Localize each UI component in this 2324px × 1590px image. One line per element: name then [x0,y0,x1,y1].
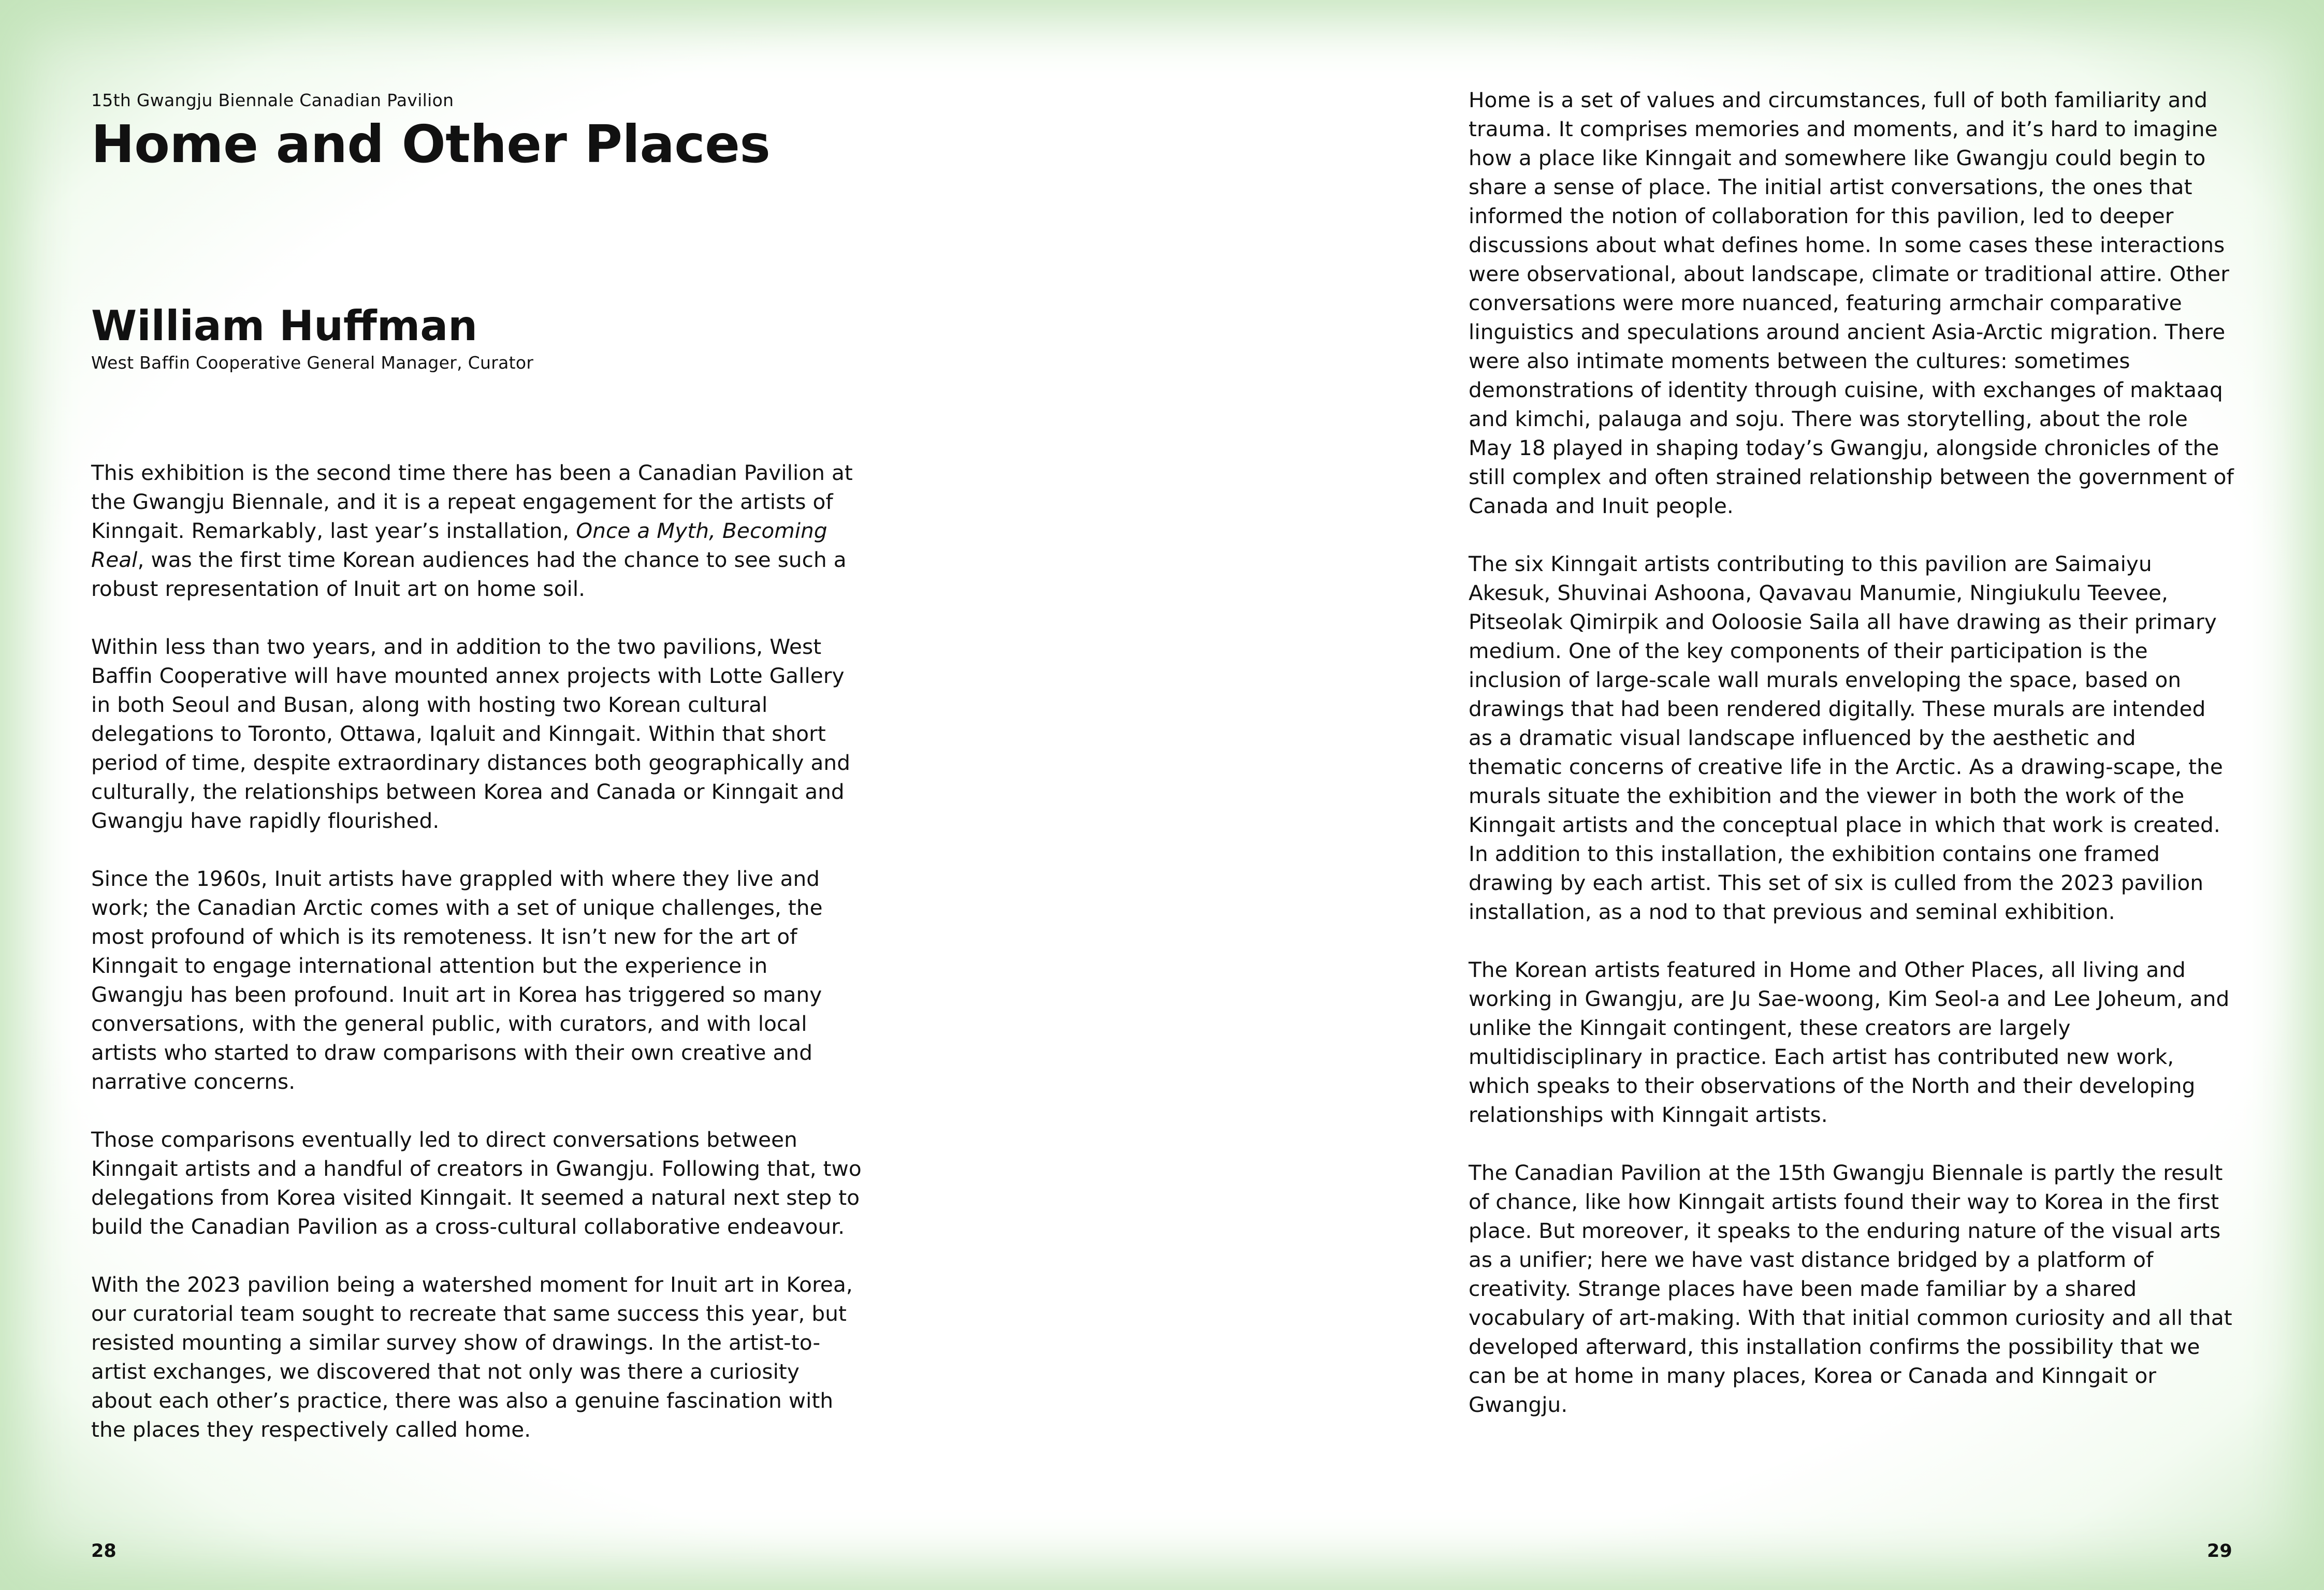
paragraph: The six Kinngait artists contributing to this pavilion are Saimaiyu Akesuk, Shuvinai Ashoona, Qavavau Manumie, Ningiukulu Teevee, Pitseolak Qimirpik and Ooloosie Saila all have drawing as their primary medium. One of the key components of their participation is the inclusion of large-scale wall murals enveloping the space, based on drawings that had been rendered digitally. These murals are intended as a dramatic visual landscape influenced by the aesthetic and thematic concerns of creative life in the Arctic. As a drawing-scape, the murals situate the exhibition and the viewer in both the work of the Kinngait artists and the conceptual place in which that work is created. In addition to this installation, the exhibition contains one framed drawing by each artist. This set of six is culled from the 2023 pavilion installation, as a nod to that previous and seminal exhibition. [1469,551,2223,924]
paragraph: Those comparisons eventually led to direct conversations between Kinngait artists and a handful of creators in Gwangju. Following that, two delegations from Korea visited Kinngait. It seemed a natural next step to build the Canadian Pavilion as a cross-cultural collaborative endeavour. [91,1127,862,1239]
paragraph-text: This exhibition is the second time there has been a Canadian Pavilion at the Gwangju Biennale, and it is a repeat engagement for the artists of Kinngait. Remarkably, last year’s installation, [91,460,853,543]
series-kicker: 15th Gwangju Biennale Canadian Pavilion [91,90,454,110]
author-role: West Baffin Cooperative General Manager, Curator [91,353,534,373]
paragraph: The Canadian Pavilion at the 15th Gwangju Biennale is partly the result of chance, like how Kinngait artists found their way to Korea in the first place. But moreover, it speaks to the enduring nature of the visual arts as a unifier; here we have vast distance bridged by a platform of creativity. Strange places have been made familiar by a shared vocabulary of art-making. With that initial common curiosity and all that developed afterward, this installation confirms the possibility that we can be at home in many places, Korea or Canada and Kinngait or Gwangju. [1469,1160,2232,1417]
left-body-text [91,458,863,1444]
exhibition-title-italic: Once a Myth, Becoming Real [91,518,827,572]
paragraph [91,458,863,603]
page-number-right: 29 [2207,1541,2232,1562]
page-title: Home and Other Places [91,114,771,174]
paragraph: Since the 1960s, Inuit artists have grappled with where they live and work; the Canadian Arctic comes with a set of unique challenges, the most profound of which is its remoteness. It isn’t new for the art of Kinngait to engage international attention but the experience in Gwangju has been profound. Inuit art in Korea has triggered so many conversations, with the general public, with curators, and with local artists who started to draw comparisons with their own creative and narrative concerns. [91,866,823,1094]
page-number-left: 28 [91,1541,117,1562]
right-body-text [1469,85,2235,1419]
paragraph-text: , was the first time Korean audiences had the chance to see such a robust representation of Inuit art on home soil. [91,547,847,601]
paragraph: The Korean artists featured in Home and Other Places, all living and working in Gwangju, are Ju Sae-woong, Kim Seol-a and Lee Joheum, and unlike the Kinngait contingent, these creators are largely multidisciplinary in practice. Each artist has contributed new work, which speaks to their observations of the North and their developing relationships with Kinngait artists. [1469,957,2230,1127]
paragraph: Home is a set of values and circumstances, full of both familiarity and trauma. It comprises memories and moments, and it’s hard to imagine how a place like Kinngait and somewhere like Gwangju could begin to share a sense of place. The initial artist conversations, the ones that informed the notion of collaboration for this pavilion, led to deeper discussions about what defines home. In some cases these interactions were observational, about landscape, climate or traditional attire. Other conversations were more nuanced, featuring armchair comparative linguistics and speculations around ancient Asia-Arctic migration. There were also intimate moments between the cultures: sometimes demonstrations of identity through cuisine, with exchanges of maktaaq and kimchi, palauga and soju. There was storytelling, about the role May 18 played in shaping today’s Gwangju, alongside chronicles of the still complex and often strained relationship between the government of Canada and Inuit people. [1469,87,2234,518]
author-name: William Huffman [91,302,478,350]
paragraph: Within less than two years, and in addition to the two pavilions, West Baffin Cooperative will have mounted annex projects with Lotte Gallery in both Seoul and Busan, along with hosting two Korean cultural delegations to Toronto, Ottawa, Iqaluit and Kinngait. Within that short period of time, despite extraordinary distances both geographically and culturally, the relationships between Korea and Canada or Kinngait and Gwangju have rapidly flourished. [91,634,851,833]
paragraph: With the 2023 pavilion being a watershed moment for Inuit art in Korea, our curatorial team sought to recreate that same success this year, but resisted mounting a similar survey show of drawings. In the artist-to-artist exchanges, we discovered that not only was there a curiosity about each other’s practice, there was also a genuine fascination with the places they respectively called home. [91,1272,853,1442]
